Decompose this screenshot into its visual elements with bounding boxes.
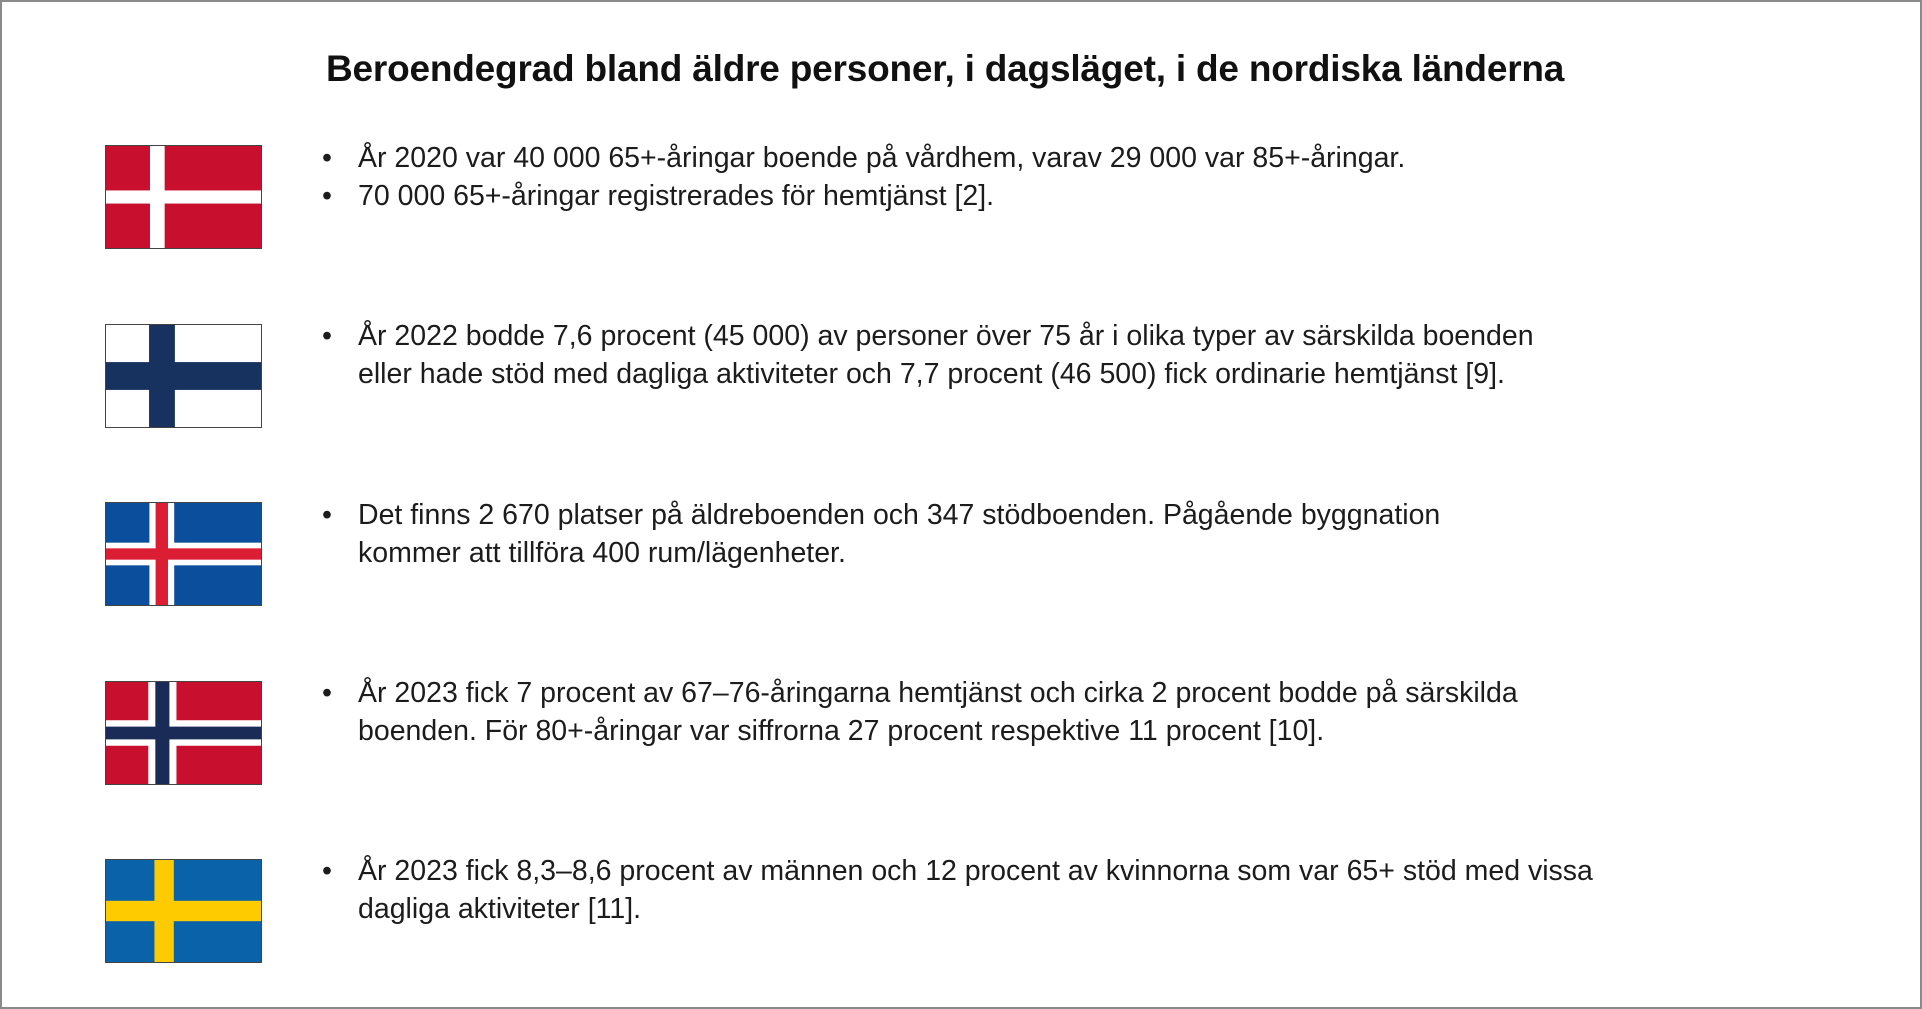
list-item: • Det finns 2 670 platser på äldreboenden och 347 stödboenden. Pågående byggnation kommer att tillföra 400 rum/lägenheter. [322, 497, 1440, 572]
bullet-list [322, 140, 1405, 215]
list-item: • År 2020 var 40 000 65+-åringar boende på vårdhem, varav 29 000 var 85+-åringar. [322, 140, 1405, 178]
bullet-list [322, 497, 1440, 572]
iceland-flag-icon [105, 502, 262, 606]
list-item: • År 2023 fick 7 procent av 67–76-åringarna hemtjänst och cirka 2 procent bodde på särskilda boenden. För 80+-åringar var siffrorna 27 procent respektive 11 procent [10]. [322, 675, 1518, 750]
list-item: • 70 000 65+-åringar registrerades för hemtjänst [2]. [322, 178, 1405, 216]
finland-flag-icon [105, 324, 262, 428]
page-title: Beroendegrad bland äldre personer, i dagsläget, i de nordiska länderna [326, 48, 1565, 89]
list-item: • År 2022 bodde 7,6 procent (45 000) av personer över 75 år i olika typer av särskilda boenden eller hade stöd med dagliga aktiviteter och 7,7 procent (46 500) fick ordinarie hemtjänst [9]. [322, 318, 1534, 393]
bullet-list [322, 675, 1518, 750]
bullet-list [322, 853, 1593, 928]
denmark-flag-icon [105, 145, 262, 249]
norway-flag-icon [105, 681, 262, 785]
list-item: • År 2023 fick 8,3–8,6 procent av männen och 12 procent av kvinnorna som var 65+ stöd med vissa dagliga aktiviteter [11]. [322, 853, 1593, 928]
bullet-list [322, 318, 1534, 393]
sweden-flag-icon [105, 859, 262, 963]
